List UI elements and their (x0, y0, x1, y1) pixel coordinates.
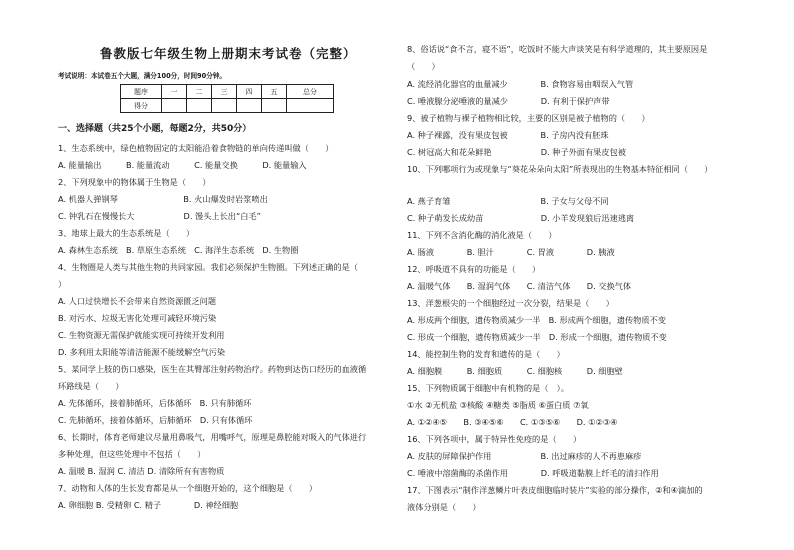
question-line: 17、下图表示“制作洋葱鳞片叶表皮细胞临时装片”实验的部分操作，②和④滴加的 (407, 485, 703, 495)
option-line: A. 燕子育雏 B. 子女与父母不同 (407, 196, 609, 206)
question-line: 10、下列哪项行为或现象与“葵花朵朵向太阳”所表现出的生物基本特征相同（ ） (407, 164, 713, 174)
question-line: 5、某同学上肢的伤口感染，医生在其臀部注射药物治疗。药物到达伤口经历的血液循 (58, 364, 367, 374)
question-line: ） (58, 279, 67, 289)
score-header-cell: 二 (187, 85, 212, 99)
question-line: 12、呼吸道不具有的功能是（ ） (407, 264, 541, 274)
option-line: A. 种子裸露，没有果皮包被 B. 子房内没有胚珠 (407, 130, 609, 140)
section-heading: 一、选择题（共25个小题，每题2分，共50分） (58, 124, 252, 134)
option-line: A. 温暖 B. 湿润 C. 清洁 D. 清除所有有害物质 (58, 466, 225, 476)
option-line: C. 种子萌发长成幼苗 D. 小羊发现狼后迅速逃离 (407, 213, 635, 223)
question-line: 3、地球上最大的生态系统是（ ） (58, 228, 195, 238)
option-line: A. 人口过快增长不会带来自然资源匮乏问题 (58, 296, 217, 306)
option-line: C. 形成一个细胞，遗传物质减少一半 D. 形成一个细胞，遗传物质不变 (407, 332, 667, 342)
option-line: A. 先体循环，接着肺循环，后体循环 B. 只有肺循环 (58, 398, 252, 408)
option-line: A. 皮肤的屏障保护作用 B. 出过麻疹的人不再患麻疹 (407, 451, 642, 461)
exam-note (58, 70, 226, 80)
score-cell[interactable] (212, 99, 237, 113)
question-line: 环路线是（ ） (58, 381, 124, 391)
score-cell[interactable] (237, 99, 262, 113)
option-line: C. 先肺循环，接着体循环，后肺循环 D. 只有体循环 (58, 415, 253, 425)
question-line: 11、下列不含消化酶的消化液是（ ） (407, 230, 557, 240)
question-line: 4、生物圈是人类与其他生物的共同家园。我们必须保护生物圈。下列述正确的是（ (58, 262, 358, 272)
score-cell[interactable] (262, 99, 287, 113)
score-table (120, 84, 334, 113)
option-line: A. ①②④⑤ B. ③④⑤⑥ C. ①③⑤⑥ D. ①②③④ (407, 417, 618, 427)
question-line: 16、下列各项中，属于特异性免疫的是（ ） (407, 434, 582, 444)
score-header-cell: 题序 (121, 85, 162, 99)
option-line: A. 流经消化器官的血量减少 B. 食物容易由咽误入气管 (407, 79, 634, 89)
exam-title: 鲁教版七年级生物上册期末考试卷（完整） (100, 46, 357, 61)
score-header-cell: 总分 (287, 85, 334, 99)
option-line: A. 能量输出 B. 能量流动 C. 能量交换 D. 能量输入 (58, 160, 307, 170)
option-line: ①水 ②无机盐 ③核酸 ④糖类 ⑤脂质 ⑥蛋白质 ⑦氧 (407, 400, 589, 410)
score-header-cell: 三 (212, 85, 237, 99)
score-header-cell: 五 (262, 85, 287, 99)
option-line: A. 机器人弹钢琴 B. 火山爆发时岩浆喷出 (58, 194, 268, 204)
note-label: 考试说明： (58, 72, 91, 80)
question-line: 8、俗话说“食不言，寝不语”，吃饭时不能大声谈笑是有科学道理的，其主要原因是 (407, 44, 708, 54)
score-cell[interactable] (162, 99, 187, 113)
option-line: A. 卵细胞 B. 受精卵 C. 精子 D. 神经细胞 (58, 500, 239, 510)
question-line: 1、生态系统中，绿色植物固定的太阳能沿着食物链的单向传递叫做（ ） (58, 143, 334, 153)
option-line: A. 森林生态系统 B. 草原生态系统 C. 海洋生态系统 D. 生物圈 (58, 245, 299, 255)
option-line: C. 生物资源无需保护就能实现可持续开发利用 (58, 330, 225, 340)
question-line: 2、下列现象中的物体属于生物是（ ） (58, 177, 211, 187)
option-line: C. 唾液中溶菌酶的杀菌作用 D. 呼吸道黏膜上纤毛的清扫作用 (407, 468, 659, 478)
score-header-cell: 一 (162, 85, 187, 99)
option-line: A. 温暖气体 B. 湿润气体 C. 清洁气体 D. 交换气体 (407, 281, 632, 291)
question-line: 7、动物和人体的生长发育都是从一个细胞开始的，这个细胞是（ ） (58, 483, 318, 493)
score-cell[interactable] (187, 99, 212, 113)
question-line: 14、能控制生物的发育和遗传的是（ ） (407, 349, 565, 359)
score-header-cell: 四 (237, 85, 262, 99)
question-line: 多种处理，但这些处理中不包括（ ） (58, 449, 206, 459)
option-line: A. 肠液 B. 胆汁 C. 胃液 D. 胰液 (407, 247, 615, 257)
question-line: 液体分别是（ ） (407, 502, 481, 512)
question-line: （ ） (407, 61, 440, 71)
score-cell[interactable] (287, 99, 334, 113)
question-line: 15、下列物质属于细胞中有机物的是（ ）。 (407, 383, 569, 393)
option-line: C. 钟乳石在慢慢长大 D. 馒头上长出“白毛” (58, 211, 261, 221)
note-text: 本试卷五个大题，满分100分，时间90分钟。 (90, 72, 227, 80)
question-line: 13、洋葱根尖的一个细胞经过一次分裂，结果是（ ） (407, 298, 614, 308)
option-line: C. 树冠高大和花朵鲜艳 D. 种子外面有果皮包被 (407, 147, 626, 157)
option-line: A. 形成两个细胞，遗传物质减少一半 B. 形成两个细胞，遗传物质不变 (407, 315, 666, 325)
option-line: A. 细胞膜 B. 细胞质 C. 细胞核 D. 细胞壁 (407, 366, 623, 376)
question-line: 6、长期时，体育老师建议尽量用鼻吸气，用嘴呼气，原理是鼻腔能对吸入的气体进行 (58, 432, 367, 442)
option-line: D. 多利用太阳能等清洁能源不能缓解空气污染 (58, 347, 226, 357)
score-table-header-row (121, 85, 334, 99)
question-line: 9、被子植物与裸子植物相比较，主要的区别是被子植物的（ ） (407, 113, 650, 123)
score-row-label: 得分 (121, 99, 162, 113)
option-line: C. 唾液腺分泌唾液的量减少 D. 有利于保护声带 (407, 96, 610, 106)
score-table-row (121, 99, 334, 113)
option-line: B. 对污水、垃圾无害化处理可减轻环境污染 (58, 313, 217, 323)
